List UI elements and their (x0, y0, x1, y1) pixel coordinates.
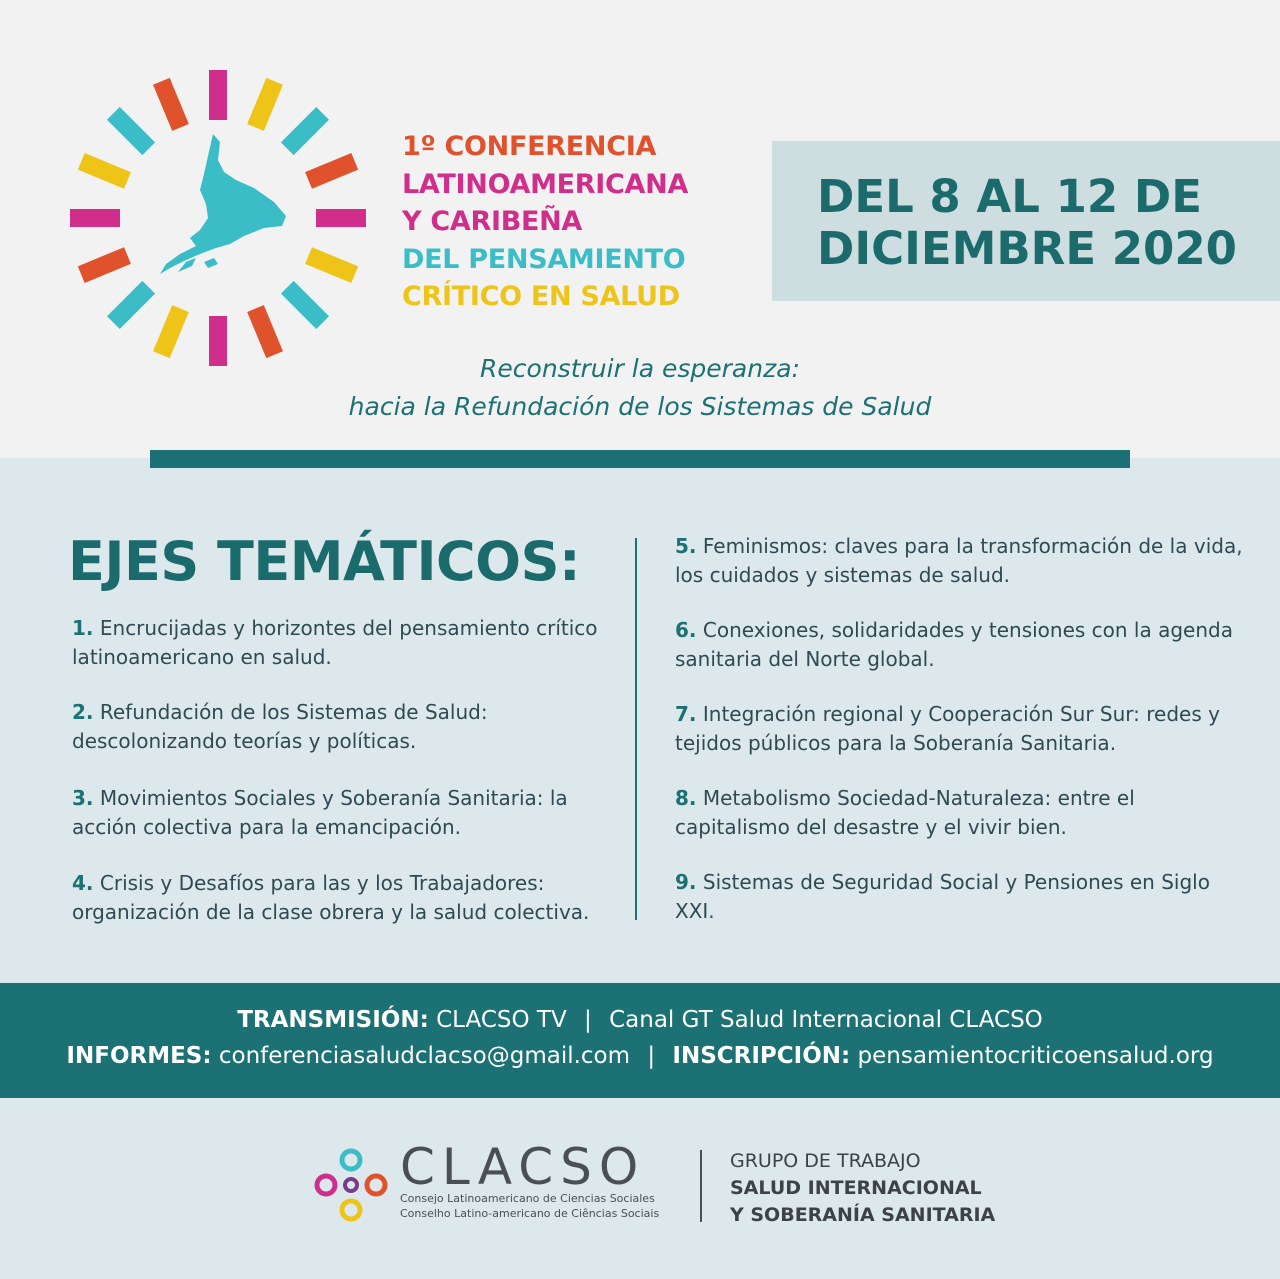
sun-ray (316, 209, 366, 227)
eje-text: Refundación de los Sistemas de Salud: descolonizando teorías y políticas. (72, 700, 488, 753)
column-divider (635, 538, 637, 920)
sun-ray (281, 281, 329, 329)
conference-subtitle (0, 350, 1280, 426)
eje-item (675, 532, 1255, 590)
transmision-value[interactable]: CLACSO TV (436, 1007, 567, 1033)
inscripcion-link[interactable]: pensamientocriticoensalud.org (857, 1043, 1214, 1069)
eje-text: Crisis y Desafíos para las y los Trabajadores: organización de la clase obrera y la salud colectiva. (72, 871, 590, 924)
contact-line (0, 1043, 1280, 1069)
subtitle-line-2: hacia la Refundación de los Sistemas de Salud (348, 392, 932, 421)
canal-value[interactable]: Canal GT Salud Internacional CLACSO (609, 1007, 1043, 1033)
clacso-subtitle (400, 1191, 659, 1221)
inscripcion-label: INSCRIPCIÓN: (672, 1043, 851, 1069)
eje-text: Metabolismo Sociedad-Naturaleza: entre el capitalismo del desastre y el vivir bien. (675, 786, 1135, 839)
clacso-wordmark: CLACSO (400, 1138, 646, 1196)
eje-number: 8. (675, 786, 697, 810)
date-box (772, 141, 1280, 301)
eje-number: 9. (675, 870, 697, 894)
sun-ray (107, 107, 155, 155)
eje-number: 4. (72, 871, 94, 895)
title-line-3: Y CARIBEÑA (402, 206, 583, 237)
sun-ray (209, 70, 227, 120)
informes-email-link[interactable]: conferenciasaludclacso@gmail.com (218, 1043, 631, 1069)
gt-line-3: Y SOBERANÍA SANITARIA (730, 1204, 996, 1226)
grupo-trabajo (730, 1148, 995, 1229)
title-line-4: DEL PENSAMIENTO (402, 243, 686, 275)
eje-text: Movimientos Sociales y Soberanía Sanitaria: la acción colectiva para la emancipación. (72, 786, 568, 839)
informes-label: INFORMES: (66, 1043, 212, 1069)
info-band (0, 983, 1280, 1098)
eje-item (72, 784, 632, 842)
eje-number: 6. (675, 618, 697, 642)
clacso-logo-icon (312, 1146, 390, 1224)
sun-ray (153, 78, 189, 131)
south-america-map-icon (160, 134, 286, 274)
title-line-2: LATINOAMERICANA (402, 168, 689, 200)
clacso-sub-pt: Conselho Latino-americano de Ciências Sociais (400, 1207, 660, 1220)
eje-item (675, 784, 1255, 842)
transmision-label: TRANSMISIÓN: (237, 1007, 429, 1033)
eje-text: Conexiones, solidaridades y tensiones con la agenda sanitaria del Norte global. (675, 618, 1233, 671)
eje-text: Integración regional y Cooperación Sur Sur: redes y tejidos públicos para la Soberanía Sanitaria. (675, 702, 1220, 755)
gt-line-1: GRUPO DE TRABAJO (730, 1150, 921, 1172)
eje-number: 2. (72, 700, 94, 724)
eje-item (675, 616, 1255, 674)
eje-item (72, 698, 632, 756)
sun-ray (305, 247, 358, 283)
title-line-5: CRÍTICO EN SALUD (402, 281, 680, 312)
eje-number: 3. (72, 786, 94, 810)
title-line-1: 1º CONFERENCIA (402, 131, 657, 162)
header-divider (150, 450, 1130, 468)
date-line-1: DEL 8 AL 12 DE (817, 170, 1202, 223)
sun-ray (281, 107, 329, 155)
sun-ray (78, 153, 131, 189)
transmision-line (0, 1007, 1280, 1033)
separator: | (584, 1007, 592, 1033)
clacso-sub-es: Consejo Latinoamericano de Ciencias Sociales (400, 1192, 655, 1205)
eje-text: Encrucijadas y horizontes del pensamiento crítico latinoamericano en salud. (72, 616, 598, 669)
eje-number: 7. (675, 702, 697, 726)
eje-item (72, 869, 632, 927)
subtitle-line-1: Reconstruir la esperanza: (480, 354, 800, 383)
eje-number: 5. (675, 534, 697, 558)
date-line-2: DICIEMBRE 2020 (817, 222, 1237, 275)
sun-ray (70, 209, 120, 227)
sun-ray (78, 247, 131, 283)
sun-ray (247, 78, 283, 131)
eje-text: Sistemas de Seguridad Social y Pensiones en Siglo XXI. (675, 870, 1210, 923)
footer-divider (700, 1150, 702, 1222)
eje-item (675, 700, 1255, 758)
separator: | (647, 1043, 656, 1069)
eje-item (72, 614, 632, 672)
eje-item (675, 868, 1255, 926)
ejes-title: EJES TEMÁTICOS: (68, 530, 581, 593)
sun-ray (305, 153, 358, 189)
sun-ray (107, 281, 155, 329)
eje-number: 1. (72, 616, 94, 640)
conference-title (402, 128, 688, 316)
event-dates (817, 171, 1237, 275)
eje-text: Feminismos: claves para la transformación de la vida, los cuidados y sistemas de salud. (675, 534, 1243, 587)
gt-line-2: SALUD INTERNACIONAL (730, 1177, 982, 1199)
conference-sun-logo (68, 68, 368, 368)
